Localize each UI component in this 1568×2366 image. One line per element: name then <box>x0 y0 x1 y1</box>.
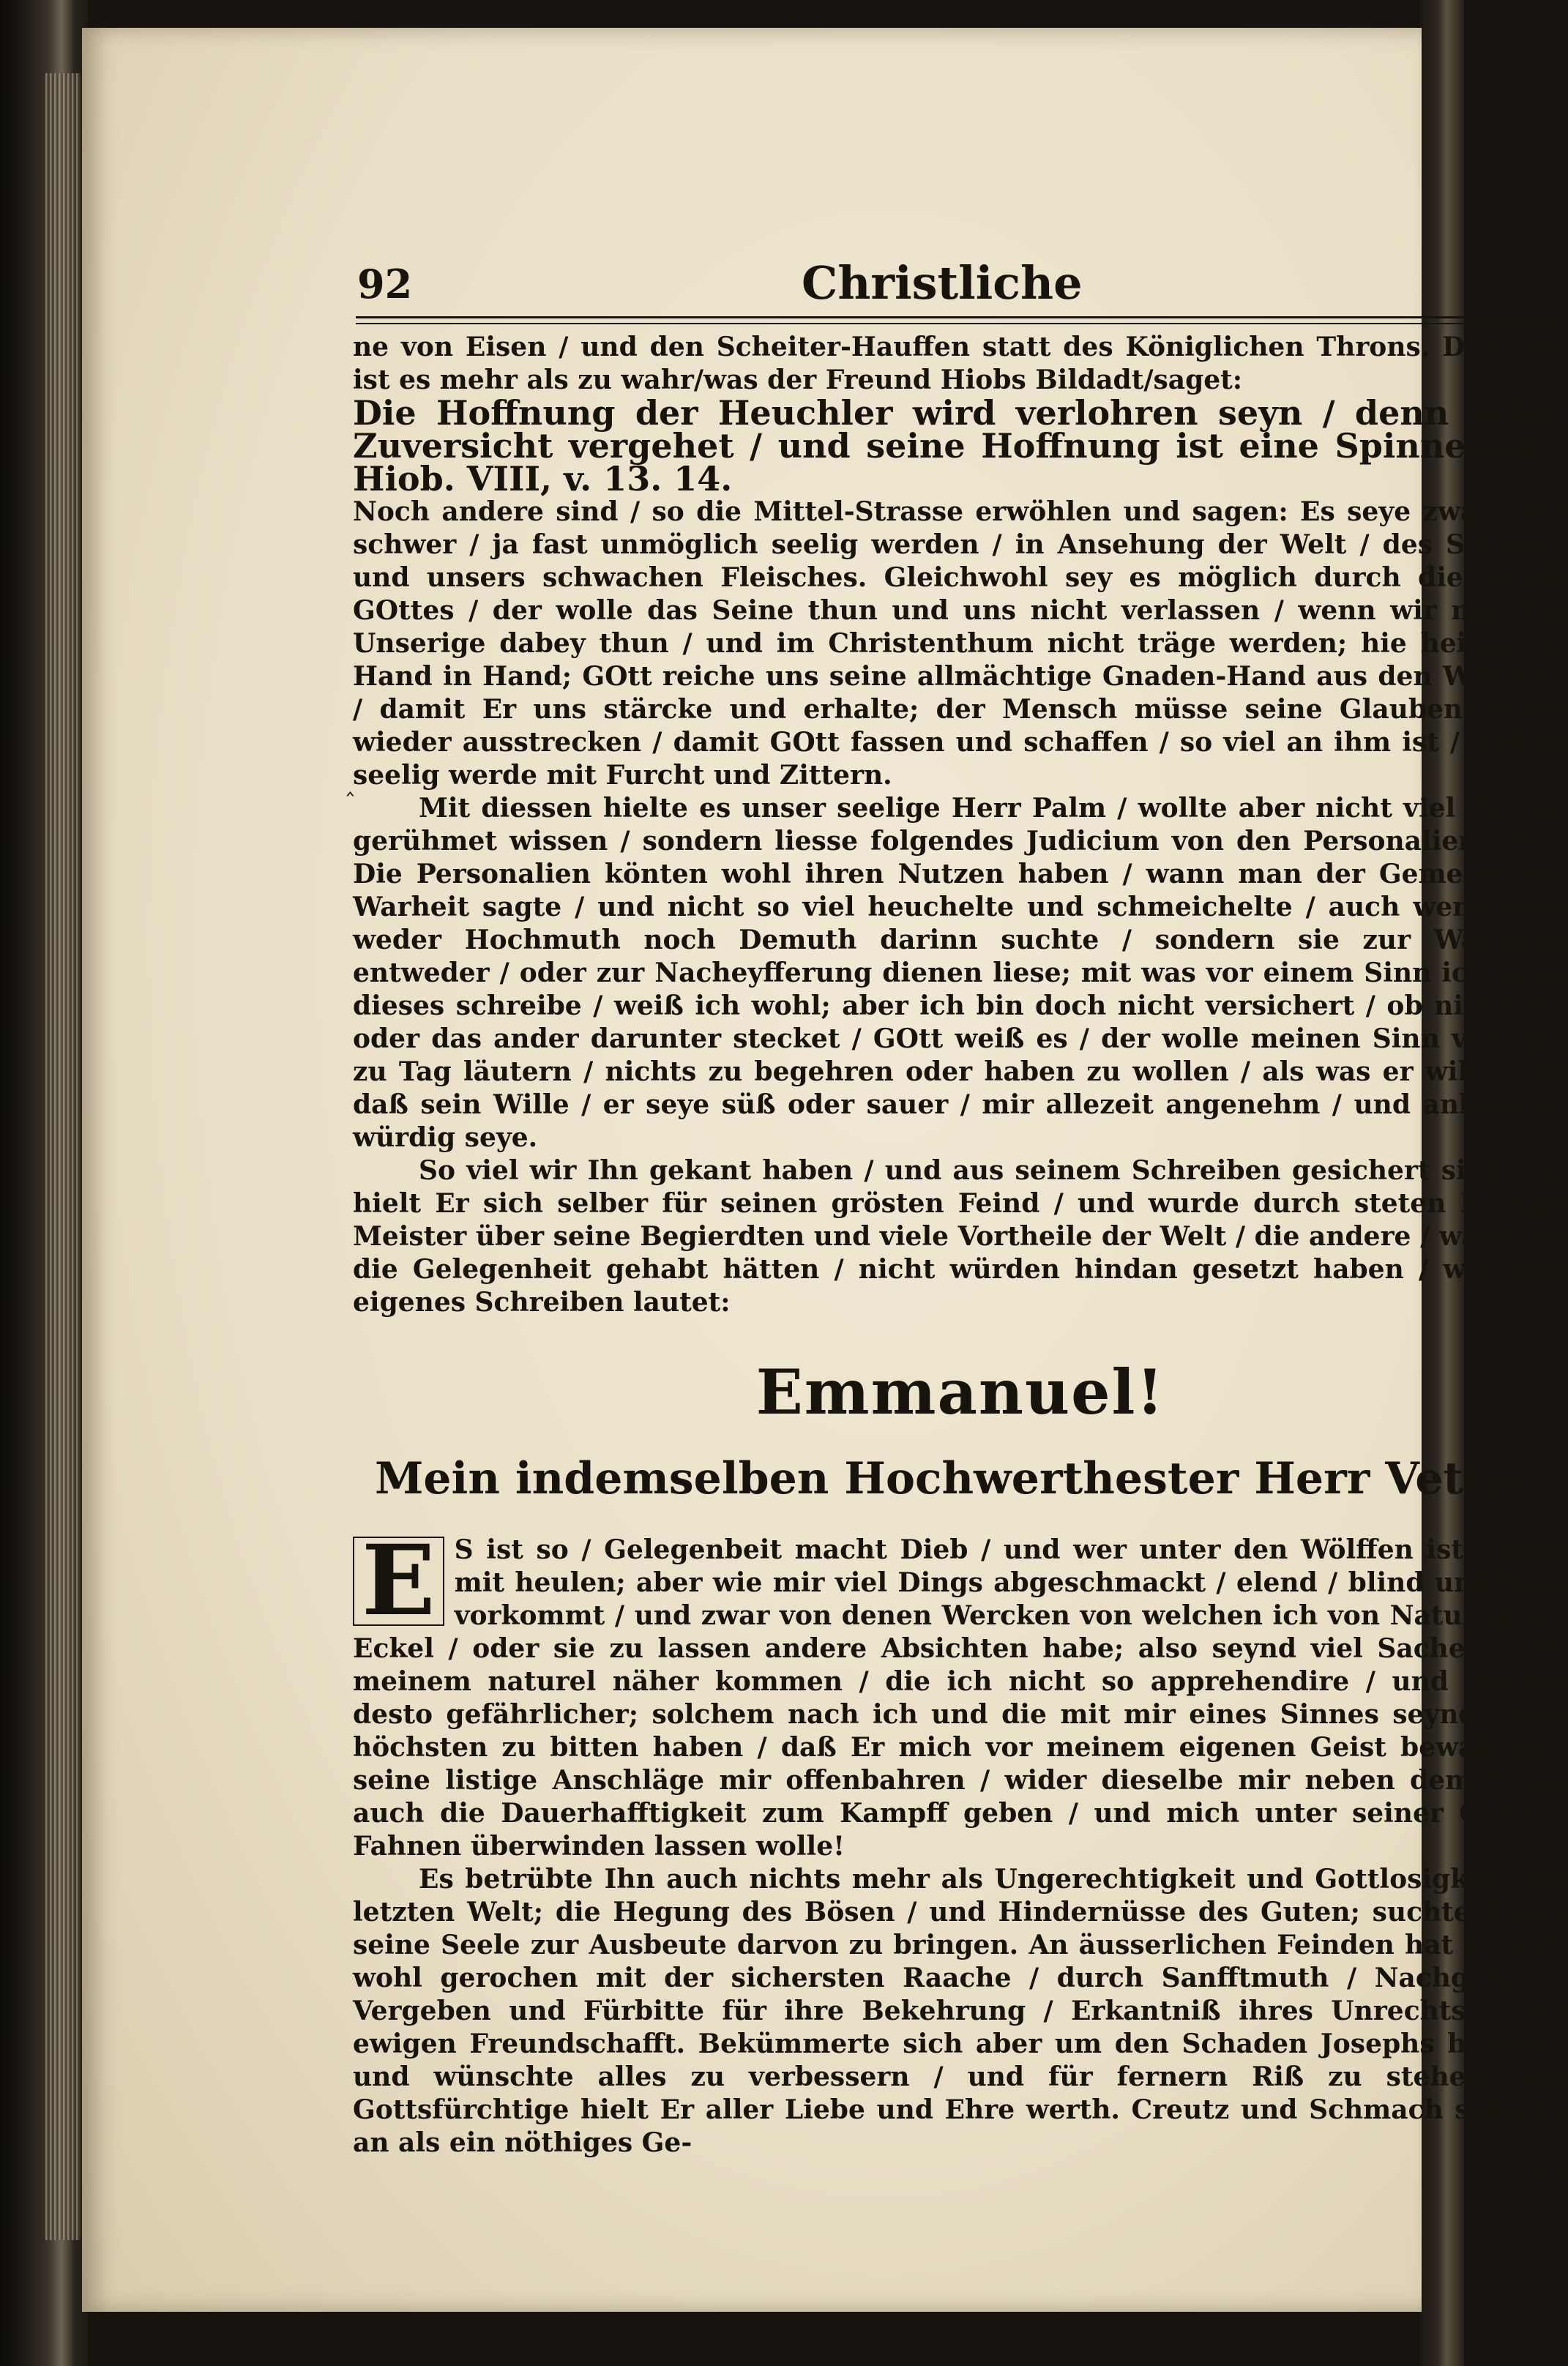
letter-body <box>353 1524 1568 2193</box>
paragraph-4: Mit diessen hielte es unser seelige Herr Palm / wollte aber nicht viel darvon gerühmet wissen / sondern liesse folgendes Judicium von den Personalien über: Die Personalien könten wohl ihren Nutzen haben / wann man der Gemeine die Warheit sagte / und nicht so viel heuchelte und schmeichelte / auch wenn man weder Hochmuth noch Demuth darinn suchte / sondern sie zur Warnung entweder / oder zur Nacheyfferung dienen liese; mit was vor einem Sinn ich jetzo dieses schreibe / weiß ich wohl; aber ich bin doch nicht versichert / ob nicht ein oder das ander darunter stecket / GOtt weiß es / der wolle meinen Sinn von Tag zu Tag läutern / nichts zu begehren oder haben zu wollen / als was er will / und daß sein Wille / er seye süß oder sauer / mir allezeit angenehm / und anbetens-würdig seye. <box>353 793 1568 1153</box>
body-text <box>353 331 1568 1319</box>
page-edges <box>45 73 81 2240</box>
paragraph-2-quote: Die Hoffnung der Heuchler wird verlohren seyn / denn seine Zuversicht vergehet / und seine Hoffnung ist eine Spinneweb / Hiob. VIII, v. 13. 14. <box>353 393 1568 499</box>
letter-heading: Emmanuel! <box>755 1356 1165 1428</box>
catchword: richt <box>1496 2160 1568 2191</box>
paragraph-3: Noch andere sind / so die Mittel-Strasse erwöhlen und sagen: Es seye zwar sehr schwer / ja fast unmöglich seelig werden / in Ansehung der Welt / des Satans / und unsers schwachen Fleisches. Gleichwohl sey es möglich durch die Krafft GOttes / der wolle das Seine thun und uns nicht verlassen / wenn wir nur das Unserige dabey thun / und im Christenthum nicht träge werden; hie heisse es: Hand in Hand; GOtt reiche uns seine allmächtige Gnaden-Hand aus den Wolcken / damit Er uns stärcke und erhalte; der Mensch müsse seine Glaubens-Hand wieder ausstrecken / damit GOtt fassen und schaffen / so viel an ihm ist / daß er seelig werde mit Furcht und Zittern. <box>353 496 1568 791</box>
running-title: Christliche <box>802 256 1083 310</box>
dropcap-initial: E <box>353 1537 444 1626</box>
header-rule <box>356 316 1564 324</box>
book-page <box>82 28 1568 2312</box>
page-header <box>271 256 1413 319</box>
paragraph-1: ne von Eisen / und den Scheiter-Hauffen statt des Königlichen Throns. Denn da ist es mehr als zu wahr/was der Freund Hiobs Bildadt/saget: <box>353 332 1568 395</box>
page-number: 92 <box>357 261 413 307</box>
margin-marker: ‸ <box>346 769 354 796</box>
book-spine-edge <box>0 0 88 2366</box>
paragraph-5: So viel wir Ihn gekant haben / und aus seinem Schreiben gesichert sind / so hielt Er sich selber für seinen grösten Feind / und wurde durch steten Kampff Meister über seine Begierdten und viele Vortheile der Welt / die andere / wann sie die Gelegenheit gehabt hätten / nicht würden hindan gesetzt haben / wie sein eigenes Schreiben lautet: <box>353 1155 1568 1318</box>
letter-paragraph-1: S ist so / Gelegenbeit macht Dieb / und wer unter den Wölffen ist / solle mit heulen; aber wie mir viel Dings abgeschmackt / elend / blind und bloß vorkommt / und zwar von denen Wercken von welchen ich von Natur einen Eckel / oder sie zu lassen andere Absichten habe; also seynd viel Sachen / die meinem naturel näher kommen / die ich nicht so apprehendire / und dahero desto gefährlicher; solchem nach ich und die mit mir eines Sinnes seynd / den höchsten zu bitten haben / daß Er mich vor meinem eigenen Geist bewahren / seine listige Anschläge mir offenbahren / wider dieselbe mir neben dem Ernst auch die Dauerhafftigkeit zum Kampff geben / und mich unter seiner Creutz-Fahnen überwinden lassen wolle! <box>353 1534 1568 1862</box>
letter-paragraph-2: Es betrübte Ihn auch nichts mehr als Ungerechtigkeit und Gottlosigkeit der letzten Welt; die Hegung des Bösen / und Hindernüsse des Guten; suchte daher seine Seele zur Ausbeute darvon zu bringen. An äusserlichen Feinden hat Er sich wohl gerochen mit der sichersten Raache / durch Sanfftmuth / Nachgeben / Vergeben und Fürbitte für ihre Bekehrung / Erkantniß ihres Unrechts / und ewigen Freundschafft. Bekümmerte sich aber um den Schaden Josephs hefftig / und wünschte alles zu verbessern / und für fernern Riß zu stehen. Die Gottsfürchtige hielt Er aller Liebe und Ehre werth. Creutz und Schmach sahe Er an als ein nöthiges Ge- <box>353 1864 1568 2158</box>
letter-salutation: Mein indemselben Hochwerthester Herr Vetter. <box>374 1453 1547 1504</box>
page-content <box>271 256 1568 2193</box>
